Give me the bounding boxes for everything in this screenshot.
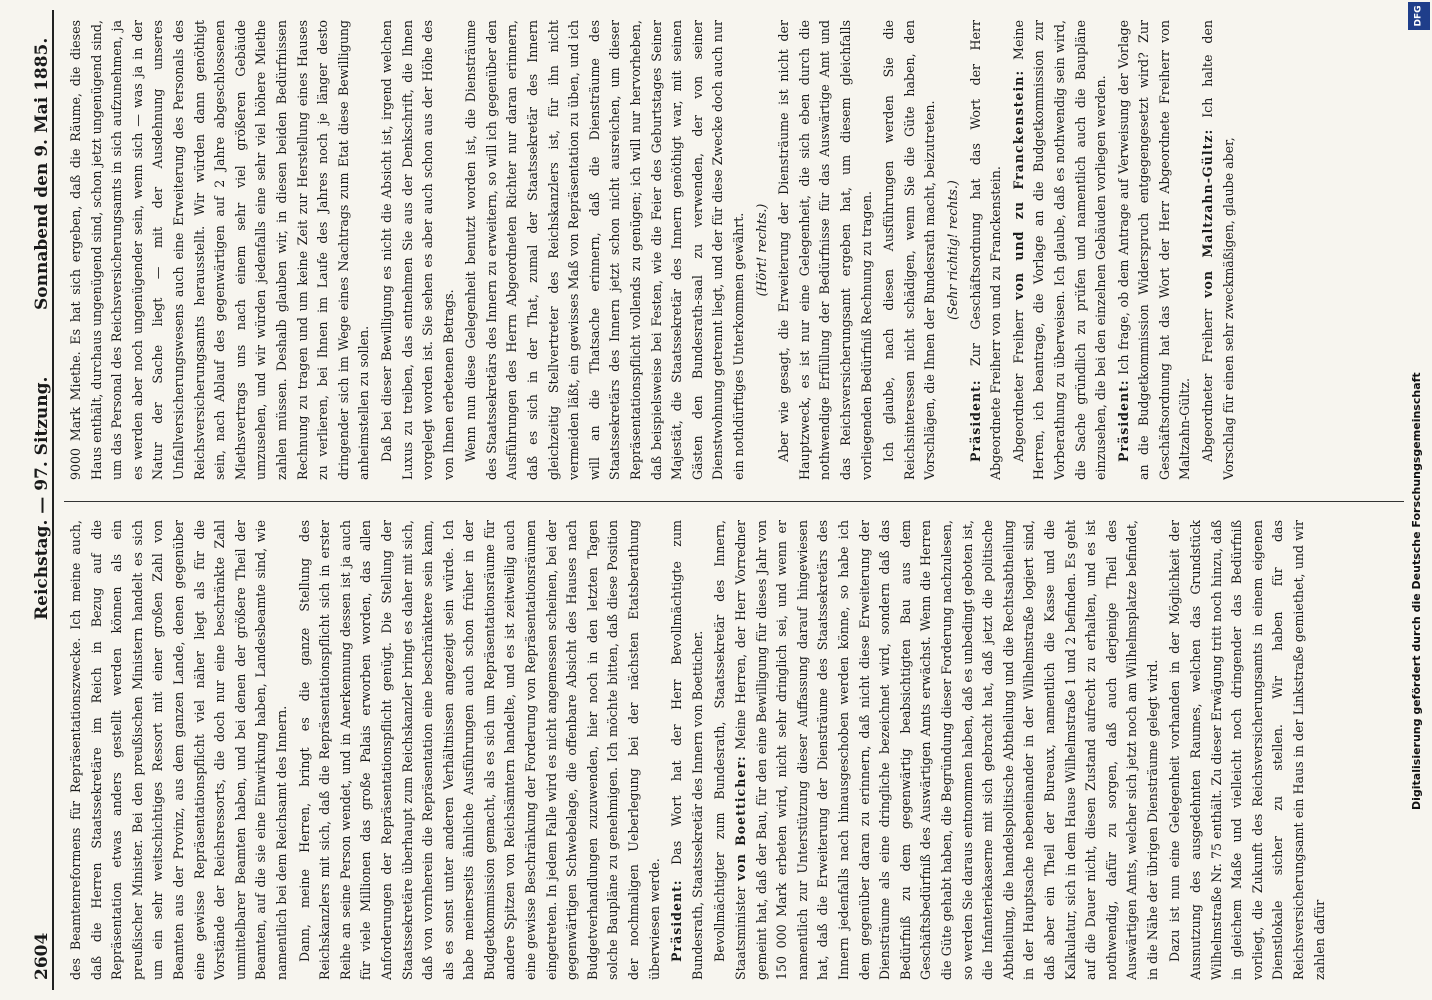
- right-column-paragraph: (Sehr richtig! rechts.): [944, 180, 960, 320]
- digitization-credit-text: Digitalisierung gefördert durch die Deutsche Forschungsgemeinschaft: [1410, 372, 1423, 810]
- column-divider: [64, 501, 1404, 502]
- right-column-paragraph: Abgeordneter Freiherr von und zu Franckenstein: Meine Herren, ich beantrage, die Vorlage an die Budgetkommission zur Vorberathung zu überweisen. Ich glaube, daß es nothwendig sein wird, die Sache gründlich zu prüfen und namentlich auch die Baupläne einzusehen, die bei den einzelnen Gebäuden vorliegen werden.: [1010, 20, 1109, 480]
- right-column-paragraph: Wenn nun diese Gelegenheit benutzt worden ist, die Diensträume des Staatssekretärs des Innern zu erweitern, so will ich gegenüber den Ausführungen des Herrn Abgeordneten Richter nur daran erinnern, daß es sich in der That, zumal der Staatssekretär des Innern gleichzeitig Stellvertreter des Reichskanzlers ist, für ihn nicht vermeiden läßt, ein gewisses Maß von Repräsentation zu üben, und ich will an die Thatsache erinnern, daß die Diensträume des Staatssekretärs des Innern jetzt schon nicht ausreichen, um dieser Repräsentationspflicht vollends zu genügen; ich will nur hervorheben, daß beispielsweise bei Festen, wie die Feier des Geburtstages Seiner Majestät, die Staatssekretär des Innern genöthigt war, mit seinen Gästen den Bundesrath-saal zu verwenden, der von seiner Dienstwohnung getrennt liegt, und der für diese Zwecke doch auch nur ein nothdürftiges Unterkommen gewährt.: [463, 20, 746, 480]
- right-column-paragraph: 9000 Mark Miethe. Es hat sich ergeben, daß die Räume, die dieses Haus enthält, durchaus ungenügend sind, schon jetzt ungenügend sind, um das Personal des Reichsversicherungsamts in sich aufzunehmen, ja es werden aber noch ungenügender sein, wenn sich — was ja in der Natur der Sache liegt — mit der Ausdehnung unseres Unfallversicherungswesens auch eine Erweiterung des Personals des Reichsversicherungsamts herausstellt. Wir würden dann genöthigt sein, nach Ablauf des gegenwärtigen auf 2 Jahre abgeschlossenen Miethsvertrags uns nach einem sehr viel größeren Gebäude umzusehen, und wir würden jedenfalls eine sehr viel höhere Miethe zahlen müssen. Deshalb glauben wir, in diesen beiden Bedürfnissen Rechnung zu tragen und um keine Zeit zur Herstellung eines Hauses zu verlieren, bei Ihnen im Laufe des Jahres noch je länger desto dringender sich im Wege eines Nachtrags zum Etat diese Bewilligung anheimstellen zu sollen.: [68, 20, 372, 480]
- speaker-name: von Boetticher:: [733, 755, 748, 881]
- session-date: Sonnabend den 9. Mai 1885.: [32, 37, 52, 310]
- right-column-paragraph: Präsident: Zur Geschäftsordnung hat das Wort der Herr Abgeordnete Freiherr von und zu Franckenstein.: [967, 20, 1004, 480]
- dfg-logo-badge: DFG: [1408, 2, 1430, 30]
- speaker-name: von und zu Franckenstein:: [1010, 69, 1026, 300]
- page-number: 2604: [32, 932, 52, 980]
- right-column-paragraph: Aber wie gesagt, die Erweiterung der Diensträume ist nicht der Hauptzweck, es ist nur eine Gelegenheit, die sich eben durch die nothwendige Erfüllung der Bedürfnisse für das Auswärtige Amt und das Reichsversicherungsamt ergeben hat, um diesem gleichfalls vorliegenden Bedürfniß Rechnung zu tragen.: [776, 20, 874, 480]
- speaker-name: Präsident:: [669, 879, 685, 962]
- left-column: [66, 520, 1366, 980]
- session-title: Reichstag. — 97. Sitzung.: [32, 376, 52, 620]
- right-column-paragraph: (Hört! rechts.): [753, 203, 769, 297]
- left-column-paragraph: Präsident: Das Wort hat der Herr Bevollmächtigte zum Bundesrath, Staatssekretär des Innern von Boetticher.: [669, 520, 705, 980]
- digitization-credit: [1410, 30, 1428, 810]
- left-column-paragraph: des Beamtenreformens für Repräsentationszwecke. Ich meine auch, daß die Herren Staatssekretäre im Reich in Bezug auf die Repräsentation etwas anders gestellt werden können als ein preußischer Minister. Bei den preußischen Ministern handelt es sich um ein sehr weitschichtiges Ressort mit einer großen Zahl von Beamten aus der Provinz, aus dem ganzen Lande, denen gegenüber eine gewisse Repräsentationspflicht viel näher liegt als für die Vorstände der Reichsressorts, die doch nur eine beschränkte Zahl unmittelbarer Beamten haben, und bei denen der größere Theil der Beamten, auf die sie eine Einwirkung haben, Landesbeamte sind, wie namentlich bei dem Reichsamt des Innern.: [68, 520, 289, 980]
- left-column-paragraph: Dazu ist nun eine Gelegenheit vorhanden in der Möglichkeit der Ausnutzung des ausgedehnten Raumes, welchen das Grundstück Wilhelmstraße Nr. 75 enthält. Zu dieser Erwägung tritt noch hinzu, daß in gleichem Maße und vielleicht noch dringender das Bedürfniß vorliegt, die Zukunft des Reichsversicherungsamts in einem eigenen Dienstlokale sicher zu stellen. Wir haben für das Reichsversicherungsamt ein Haus in der Linkstraße gemiethet, und wir zahlen dafür: [1167, 520, 1327, 980]
- left-column-paragraph: Bevollmächtigter zum Bundesrath, Staatssekretär des Innern, Staatsminister von Boetticher: Meine Herren, der Herr Vorredner gemeint hat, daß der Bau, für den eine Bewilligung für dieses Jahr von 150 000 Mark erbeten wird, nicht sehr dringlich sei, und wenn er namentlich zur Unterstützung dieser Auffassung darauf hingewiesen hat, daß die Erweiterung der Diensträume des Staatssekretärs des Innern jedenfalls nach hinausgeschoben werden könne, so habe ich dem gegenüber daran zu erinnern, daß nicht diese Erweiterung der Diensträume als eine dringliche bezeichnet wird, sondern daß das Bedürfniß zu dem gegenwärtig beabsichtigten Bau aus dem Geschäftsbedürfniß des Auswärtigen Amts erwächst. Wenn die Herren die Güte gehabt haben, die Begründung dieser Forderung nachzulesen, so werden Sie daraus entnommen haben, daß es unbedingt geboten ist, die Infanteriekaserne mit sich gebracht hat, daß jetzt die politische Abtheilung, die handelspolitische Abtheilung und die Rechtsabtheilung in der Hauptsache nebeneinander in der Wilhelmstraße logiert sind, daß aber ein Theil der Bureaux, namentlich die Kasse und die Kalkulatur, sich in dem Hause Wilhelmstraße 1 und 2 befinden. Es geht auf die Dauer nicht, diesen Zustand aufrecht zu erhalten, und es ist nothwendig, dafür zu sorgen, daß auch derjenige Theil des Auswärtigen Amts, welcher sich jetzt noch am Wilhelmsplatze befindet, in die Nähe der übrigen Diensträume gelegt wird.: [712, 520, 1160, 980]
- right-column-paragraph: Abgeordneter Freiherr von Maltzahn-Gültz: Ich halte den Vorschlag für einen sehr zweckmäßigen, glaube aber,: [1200, 20, 1236, 480]
- left-column-paragraph: Dann, meine Herren, bringt es die ganze Stellung des Reichskanzlers mit sich, daß die Repräsentationspflicht sich in erster Reihe an seine Person wendet, und in Anerkennung dessen ist ja auch für viele Millionen das große Palais erworben worden, das allen Anforderungen der Repräsentationspflicht genügt. Die Stellung der Staatssekretäre überhaupt zum Reichskanzler bringt es daher mit sich, daß von vornherein die Repräsentation eine beschränktere sein kann, als es sonst unter anderen Verhältnissen angezeigt sein würde. Ich habe meinerseits ähnliche Ausführungen auch schon früher in der Budgetkommission gemacht, als es sich um Repräsentationsräume für andere Spitzen von Reichsämtern handelte, und es ist zeitweilig auch eine gewisse Beschränkung der Forderung von Repräsentationsräumen eingetreten. In jedem Falle wird es nicht angemessen scheinen, bei der gegenwärtigen Schwebelage, die offenbare Absicht des Hauses nach Budgetverhandlungen zuzuwenden, hier noch in den letzten Tagen solche Baupläne zu genehmigen. Ich möchte bitten, daß diese Position der nochmaligen Ueberlegung bei der nächsten Etatsberathung überwiesen werde.: [296, 520, 662, 980]
- right-column-paragraph: Ich glaube, nach diesen Ausführungen werden Sie die Reichsinteressen nicht schädigen, wenn Sie die Güte haben, den Vorschlägen, die Ihnen der Bundesrath macht, beizutreten.: [881, 20, 938, 480]
- right-column: [66, 20, 1366, 480]
- header-rule: [52, 10, 54, 990]
- right-column-paragraph: Daß bei dieser Bewilligung es nicht die Absicht ist, irgend welchen Luxus zu treiben, das entnehmen Sie aus der Denkschrift, die Ihnen vorgelegt worden ist. Sie sehen es aber auch schon aus der Höhe des von Ihnen erbetenen Betrags.: [378, 20, 456, 480]
- speaker-name: von Maltzahn-Gültz:: [1200, 128, 1216, 298]
- right-column-paragraph: Präsident: Ich frage, ob dem Antrage auf Verweisung der Vorlage an die Budgetkommission Widerspruch entgegengesetzt wird? Zur Geschäftsordnung hat das Wort der Herr Abgeordnete Freiherr von Maltzahn-Gültz.: [1115, 20, 1193, 480]
- speaker-name: Präsident:: [967, 379, 983, 462]
- speaker-name: Präsident:: [1115, 379, 1131, 462]
